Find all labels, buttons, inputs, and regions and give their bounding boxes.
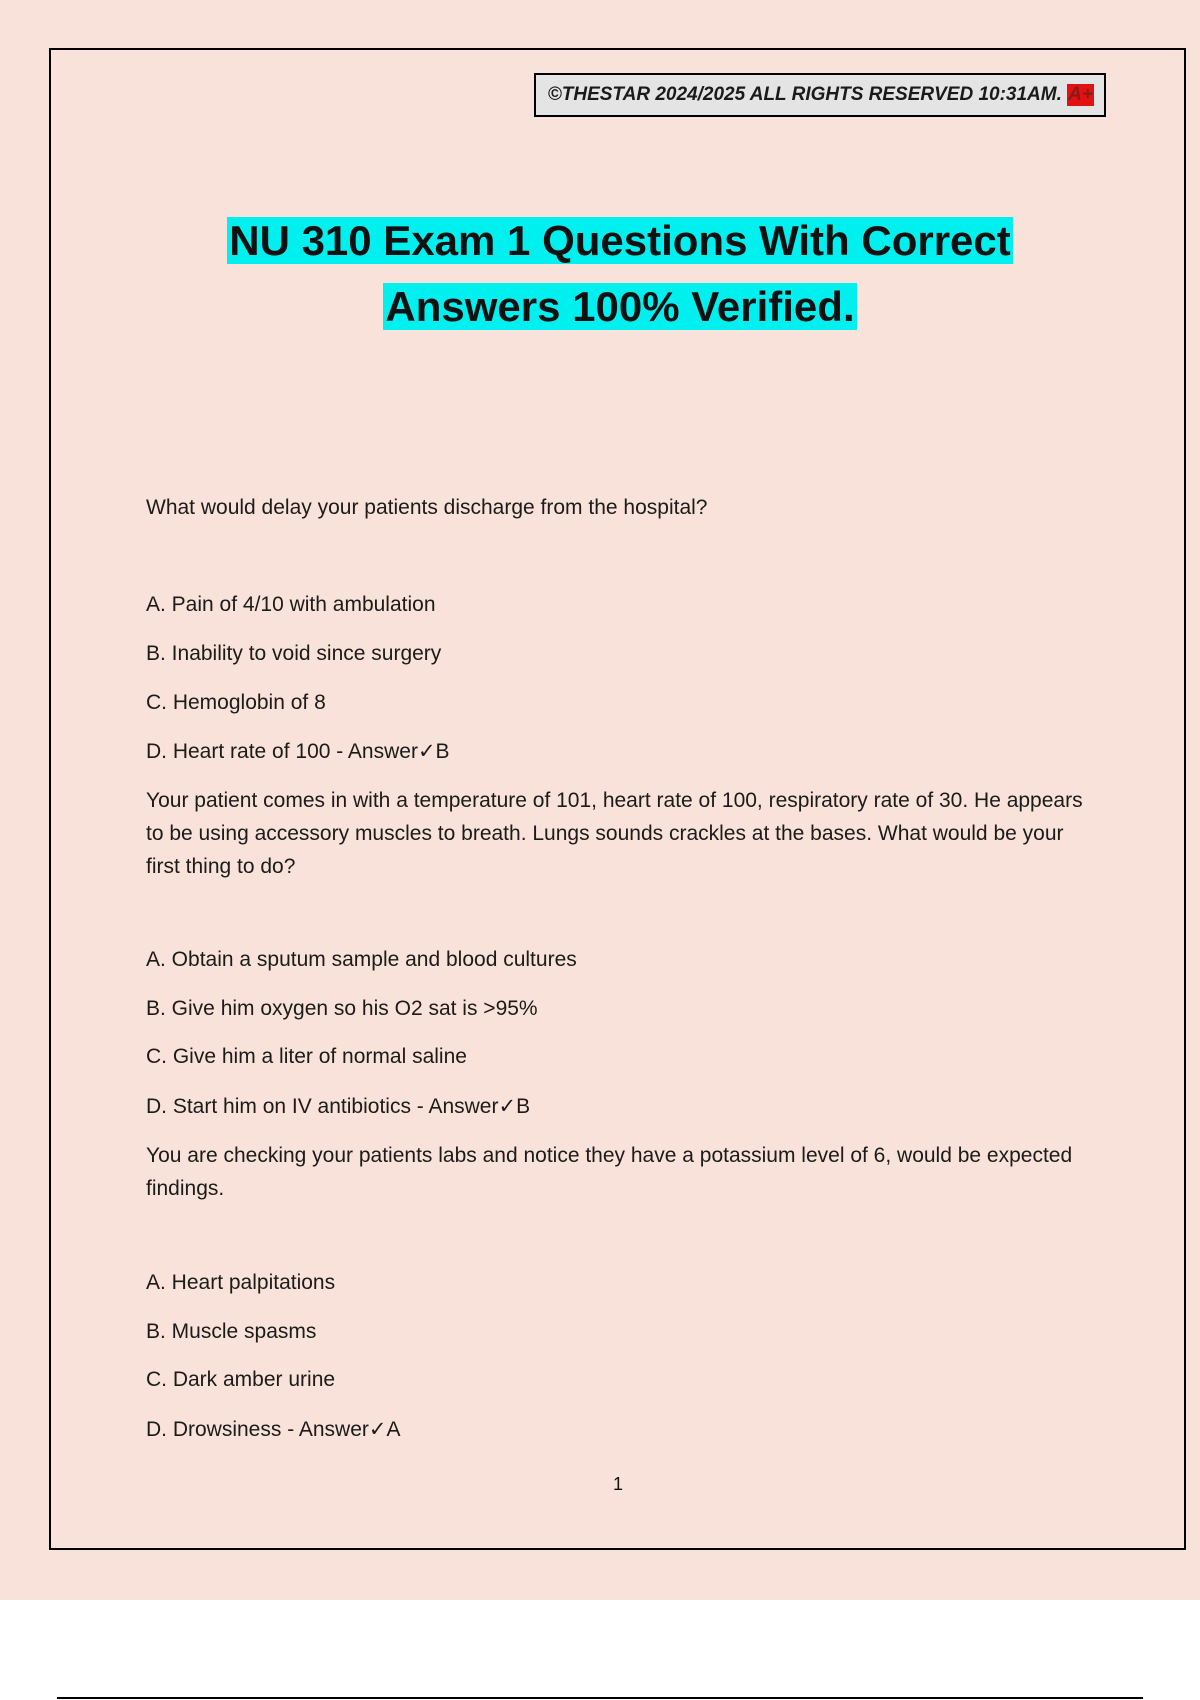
- question-2-option-a: A. Obtain a sputum sample and blood cultures: [146, 948, 577, 971]
- page-number: 1: [612, 1474, 623, 1494]
- question-3-option-a: A. Heart palpitations: [146, 1271, 336, 1294]
- question-2-option-d: D. Start him on IV antibiotics - Answer✓B: [146, 1095, 531, 1118]
- copyright-text: ©THESTAR 2024/2025 ALL RIGHTS RESERVED 10:31AM.: [547, 84, 1062, 105]
- question-2-option-b: B. Give him oxygen so his O2 sat is >95%: [146, 997, 538, 1020]
- copyright-banner: [534, 73, 1106, 117]
- grade-badge: A+: [1068, 84, 1093, 105]
- question-3-prompt: You are checking your patients labs and notice they have a potassium level of 6, would be expected findings.: [146, 1144, 1073, 1200]
- question-3-option-b: B. Muscle spasms: [146, 1320, 317, 1343]
- question-1-option-c: C. Hemoglobin of 8: [146, 691, 326, 714]
- question-1-option-b: B. Inability to void since surgery: [146, 642, 442, 665]
- document-title: [0, 208, 1200, 340]
- question-1-option-a: A. Pain of 4/10 with ambulation: [146, 593, 436, 616]
- title-line-1: NU 310 Exam 1 Questions With Correct: [229, 217, 1011, 264]
- bottom-divider: [57, 1697, 1143, 1699]
- title-line-2: Answers 100% Verified.: [385, 283, 855, 330]
- question-2-prompt: Your patient comes in with a temperature of 101, heart rate of 100, respiratory rate of 30. He appears to be using accessory muscles to breath. Lungs sounds crackles at the bases. What would be your first thing to do?: [146, 789, 1083, 878]
- question-1-prompt: What would delay your patients discharge from the hospital?: [146, 496, 708, 519]
- question-3-option-c: C. Dark amber urine: [146, 1368, 336, 1391]
- question-2-option-c: C. Give him a liter of normal saline: [146, 1045, 467, 1068]
- question-3-option-d: D. Drowsiness - Answer✓A: [146, 1418, 401, 1441]
- question-1-option-d: D. Heart rate of 100 - Answer✓B: [146, 740, 450, 763]
